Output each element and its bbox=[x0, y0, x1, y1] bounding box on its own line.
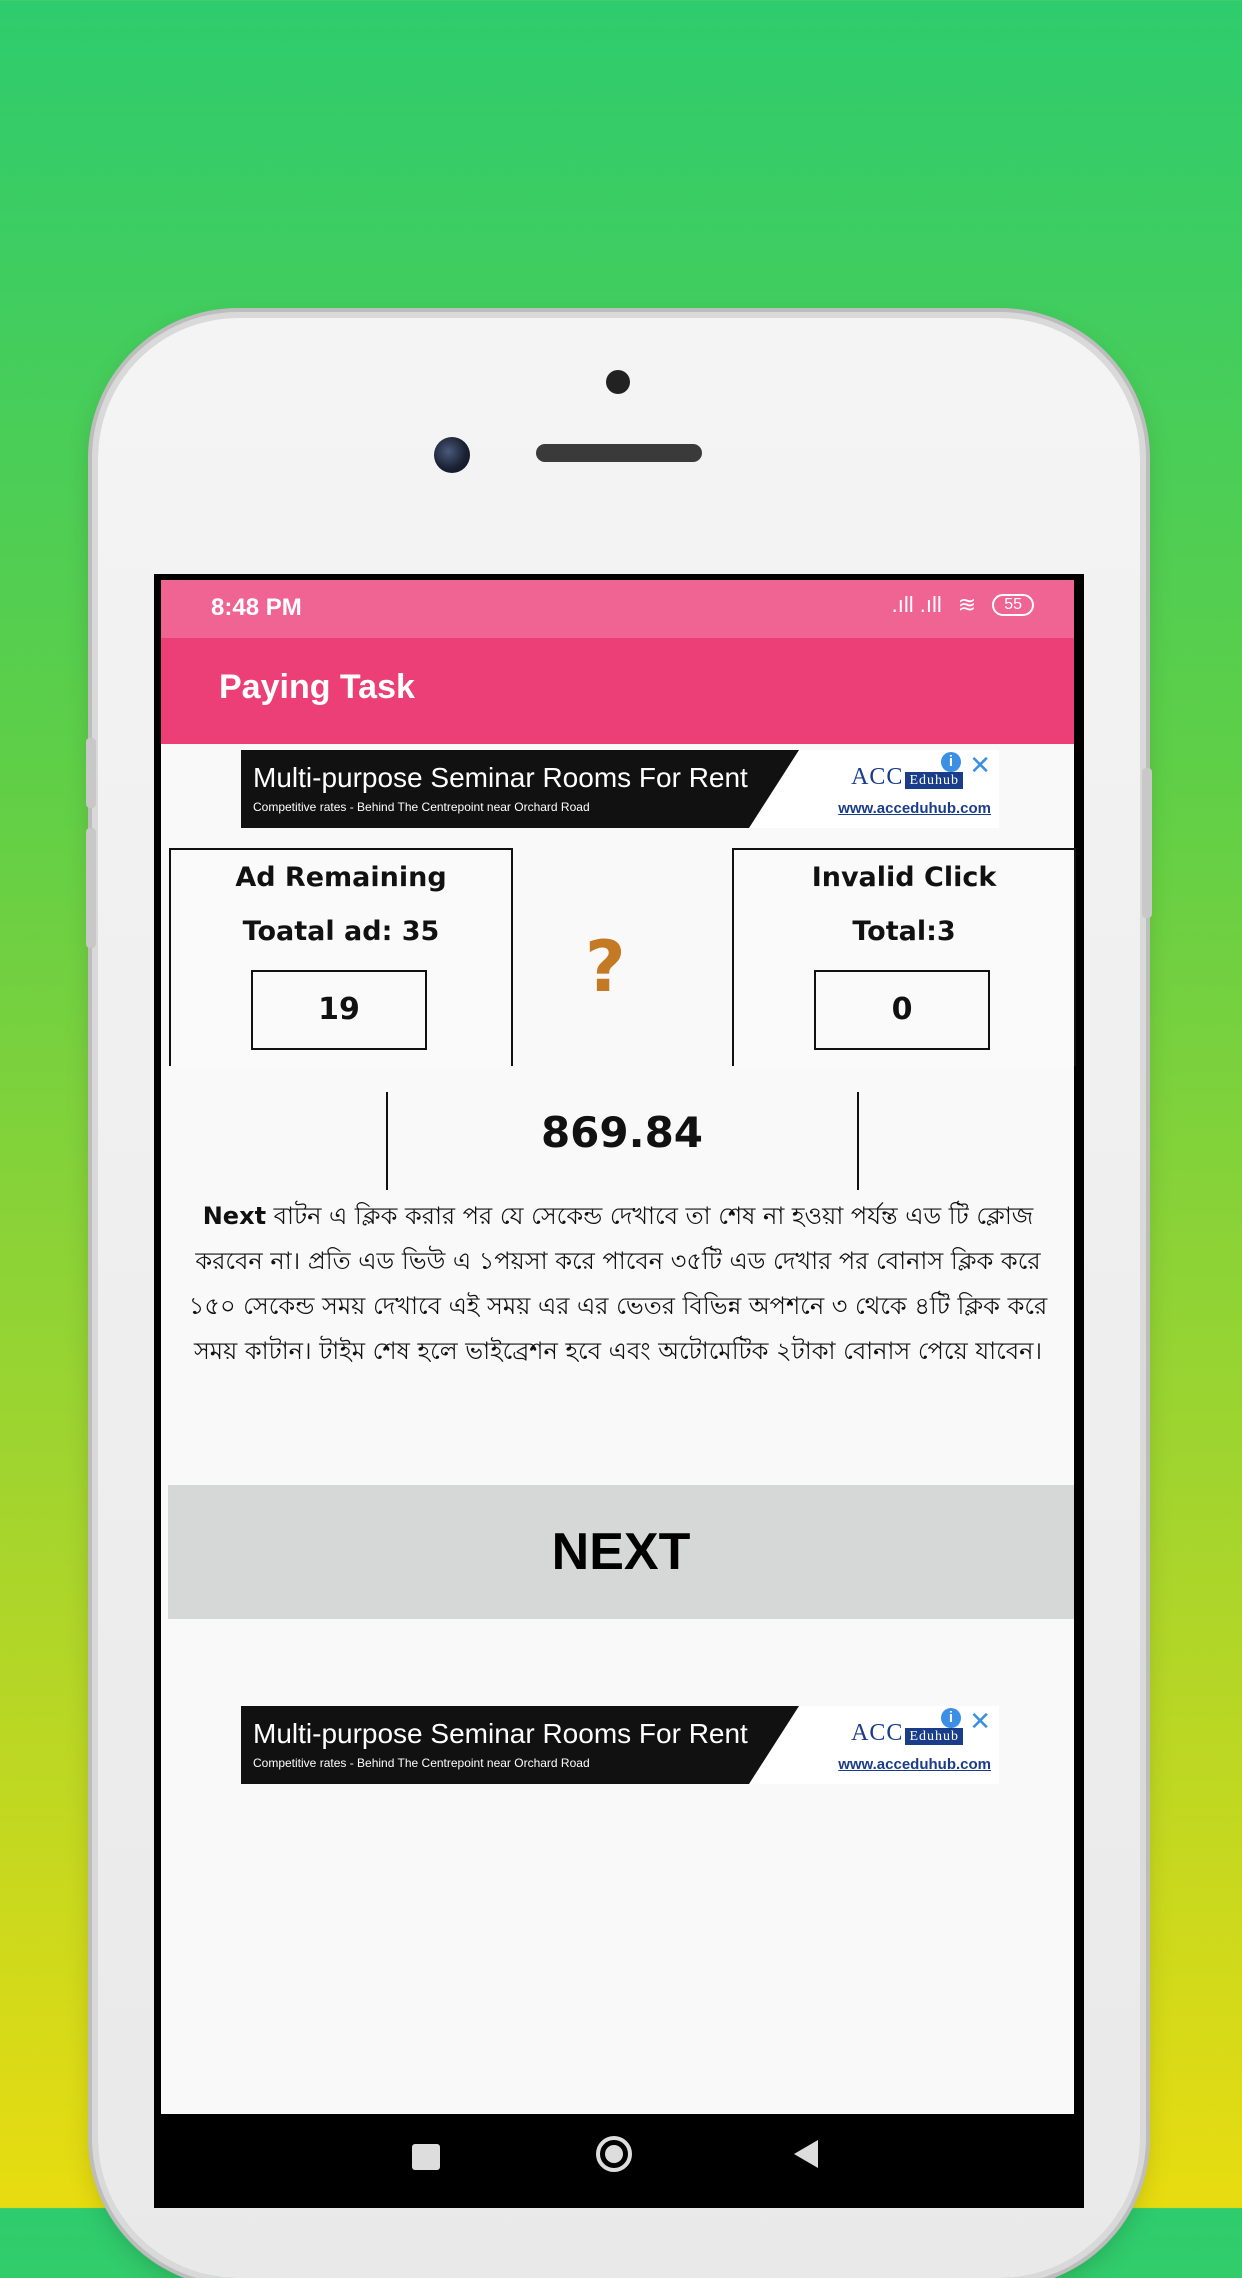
ad-remaining-title: Ad Remaining bbox=[235, 862, 447, 893]
front-sensor bbox=[606, 370, 630, 394]
invalid-click-panel bbox=[732, 848, 1076, 1066]
ad-subline: Competitive rates - Behind The Centrepoint near Orchard Road bbox=[253, 800, 590, 814]
front-camera bbox=[434, 437, 470, 473]
home-icon[interactable] bbox=[596, 2136, 632, 2172]
signal-icon: .ıll .ıll bbox=[891, 592, 942, 617]
volume-down-button bbox=[86, 828, 96, 948]
ad-headline: Multi-purpose Seminar Rooms For Rent bbox=[253, 762, 748, 793]
ad-info-icon[interactable]: i bbox=[941, 752, 961, 772]
app-screen bbox=[161, 580, 1074, 2208]
recent-apps-icon[interactable] bbox=[412, 2144, 440, 2170]
ad-logo-box: Eduhub bbox=[905, 1728, 963, 1745]
balance-value: 869.84 bbox=[540, 1108, 704, 1157]
volume-up-button bbox=[86, 738, 96, 808]
instructions-bold: Next bbox=[202, 1202, 267, 1230]
ad-remaining-total: Toatal ad: 35 bbox=[242, 916, 440, 947]
ad-info-icon[interactable]: i bbox=[941, 1708, 961, 1728]
balance-divider-left bbox=[386, 1092, 388, 1190]
ad-remaining-panel bbox=[169, 848, 513, 1066]
system-nav-bar bbox=[154, 2114, 1084, 2208]
instructions-text bbox=[169, 1194, 1067, 1374]
ad-remaining-value: 19 bbox=[251, 970, 427, 1050]
wifi-icon: ≋ bbox=[957, 592, 977, 617]
phone-screen bbox=[154, 574, 1084, 2208]
app-bar bbox=[161, 638, 1074, 744]
banner-ad-top[interactable] bbox=[241, 750, 999, 828]
next-button[interactable]: NEXT bbox=[168, 1485, 1074, 1619]
status-time: 8:48 PM bbox=[211, 594, 302, 621]
ad-logo-box: Eduhub bbox=[905, 772, 963, 789]
ad-subline: Competitive rates - Behind The Centrepoint near Orchard Road bbox=[253, 1756, 590, 1770]
invalid-click-title: Invalid Click bbox=[811, 862, 997, 893]
earpiece-speaker bbox=[536, 444, 702, 462]
ad-url: www.acceduhub.com bbox=[838, 1756, 991, 1773]
ad-close-icon[interactable]: ✕ bbox=[969, 750, 991, 780]
ad-logo-text: ACC bbox=[851, 764, 904, 790]
status-bar bbox=[161, 580, 1074, 638]
ad-headline: Multi-purpose Seminar Rooms For Rent bbox=[253, 1718, 748, 1749]
invalid-click-value: 0 bbox=[814, 970, 990, 1050]
banner-ad-bottom[interactable] bbox=[241, 1706, 999, 1784]
page-title: Paying Task bbox=[219, 668, 415, 706]
ad-logo-text: ACC bbox=[851, 1720, 904, 1746]
battery-icon: 55 bbox=[992, 594, 1034, 616]
ad-url: www.acceduhub.com bbox=[838, 800, 991, 817]
ad-close-icon[interactable]: ✕ bbox=[969, 1706, 991, 1736]
instructions-body: বাটন এ ক্লিক করার পর যে সেকেন্ড দেখাবে তা শেষ না হওয়া পর্যন্ত এড টি ক্লোজ করবেন না। প্রতি এড ভিউ এ ১পয়সা করে পাবেন ৩৫টি এড দেখার পর বোনাস ক্লিক করে ১৫০ সেকেন্ড সময় দেখাবে এই সময় এর এর ভেতর বিভিন্ন অপশনে ৩ থেকে ৪টি ক্লিক করে সময় কাটান। টাইম শেষ হলে ভাইব্রেশন হবে এবং অটোমেটিক ২টাকা বোনাস পেয়ে যাবেন। bbox=[188, 1202, 1048, 1365]
help-icon[interactable]: ? bbox=[585, 926, 626, 1008]
power-button bbox=[1142, 768, 1152, 918]
balance-divider-right bbox=[857, 1092, 859, 1190]
back-icon[interactable] bbox=[794, 2140, 818, 2168]
status-icons bbox=[892, 592, 1034, 618]
invalid-click-total: Total:3 bbox=[852, 916, 956, 947]
